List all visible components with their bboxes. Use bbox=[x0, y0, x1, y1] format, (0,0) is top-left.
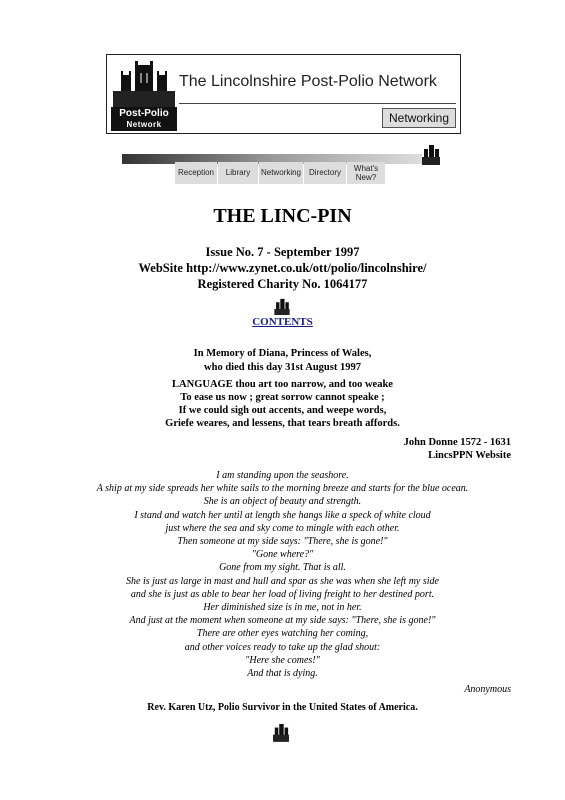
page-title: THE LINC-PIN bbox=[213, 205, 352, 227]
poem-line: Griefe weares, and lessens, that tears breath affords. bbox=[165, 418, 400, 429]
nav-reception[interactable]: Reception bbox=[175, 162, 217, 184]
poem-line: To ease us now ; great sorrow cannot speake ; bbox=[180, 392, 385, 403]
ship-line: She is just as large in mast and hull and spar as she was when she left my side bbox=[126, 575, 439, 587]
poem-attribution bbox=[404, 436, 511, 462]
website-line: WebSite http://www.zynet.co.uk/ott/polio/lincolnshire/ bbox=[138, 261, 427, 275]
ship-line: Her diminished size is in me, not in her. bbox=[203, 602, 362, 614]
ship-line: Gone from my sight. That is all. bbox=[219, 562, 346, 574]
ship-line: just where the sea and sky come to mingle with each other. bbox=[165, 522, 400, 534]
charity-number: Registered Charity No. 1064177 bbox=[197, 277, 368, 291]
contents-section bbox=[0, 316, 565, 328]
ship-line: "Gone where?" bbox=[251, 549, 314, 561]
ship-line: And just at the moment when someone at my side says: "There, she is gone!" bbox=[129, 615, 436, 627]
nav-library[interactable]: Library bbox=[218, 162, 258, 184]
ship-attribution: Anonymous bbox=[464, 684, 511, 695]
poem-source: LincsPPN Website bbox=[428, 450, 511, 461]
cathedral-icon bbox=[422, 143, 440, 165]
banner-title: The Lincolnshire Post-Polio Network bbox=[179, 73, 437, 90]
poem-line: If we could sigh out accents, and weepe words, bbox=[178, 405, 387, 416]
ship-line: I am standing upon the seashore. bbox=[216, 470, 349, 481]
ship-line: I stand and watch her until at length she hangs like a speck of white cloud bbox=[134, 509, 431, 521]
ship-line: and she is just as able to bear her load of living freight to her destined port. bbox=[130, 588, 435, 600]
logo-caption bbox=[111, 107, 177, 131]
ship-line: And that is dying. bbox=[247, 668, 318, 680]
cathedral-icon bbox=[111, 59, 177, 107]
cathedral-icon bbox=[273, 722, 289, 742]
site-banner bbox=[106, 54, 461, 134]
memorial-dedication bbox=[0, 347, 565, 375]
ship-poem bbox=[0, 469, 565, 680]
ship-line: "Here she comes!" bbox=[245, 654, 320, 666]
issue-number: Issue No. 7 - September 1997 bbox=[205, 245, 360, 259]
cathedral-icon bbox=[274, 298, 290, 315]
ship-line: There are other eyes watching her coming, bbox=[196, 628, 369, 640]
donne-poem bbox=[0, 378, 565, 430]
nav-networking[interactable]: Networking bbox=[259, 162, 303, 184]
poem-line: LANGUAGE thou art too narrow, and too weake bbox=[172, 379, 393, 390]
nav-bar bbox=[175, 162, 385, 184]
section-label: Networking bbox=[382, 108, 456, 128]
footer-credit: Rev. Karen Utz, Polio Survivor in the United States of America. bbox=[147, 702, 418, 713]
poem-author: John Donne 1572 - 1631 bbox=[403, 437, 511, 448]
site-logo[interactable] bbox=[111, 59, 177, 131]
logo-line-2: Network bbox=[126, 120, 162, 129]
memory-line: In Memory of Diana, Princess of Wales, bbox=[193, 348, 372, 359]
ship-line: and other voices ready to take up the glad shout: bbox=[184, 641, 381, 653]
ship-line: Then someone at my side says: "There, she is gone!" bbox=[177, 536, 388, 548]
nav-directory[interactable]: Directory bbox=[304, 162, 346, 184]
issue-info bbox=[0, 244, 565, 292]
ship-line: She is an object of beauty and strength. bbox=[203, 496, 362, 508]
memory-line: who died this day 31st August 1997 bbox=[204, 362, 361, 373]
contents-link[interactable]: CONTENTS bbox=[252, 316, 313, 328]
ship-line: A ship at my side spreads her white sails to the morning breeze and starts for the blue ocean. bbox=[96, 483, 469, 495]
nav-whats-new[interactable]: What's New? bbox=[347, 162, 385, 184]
banner-divider bbox=[179, 103, 456, 104]
logo-line-1: Post-Polio bbox=[119, 108, 169, 119]
